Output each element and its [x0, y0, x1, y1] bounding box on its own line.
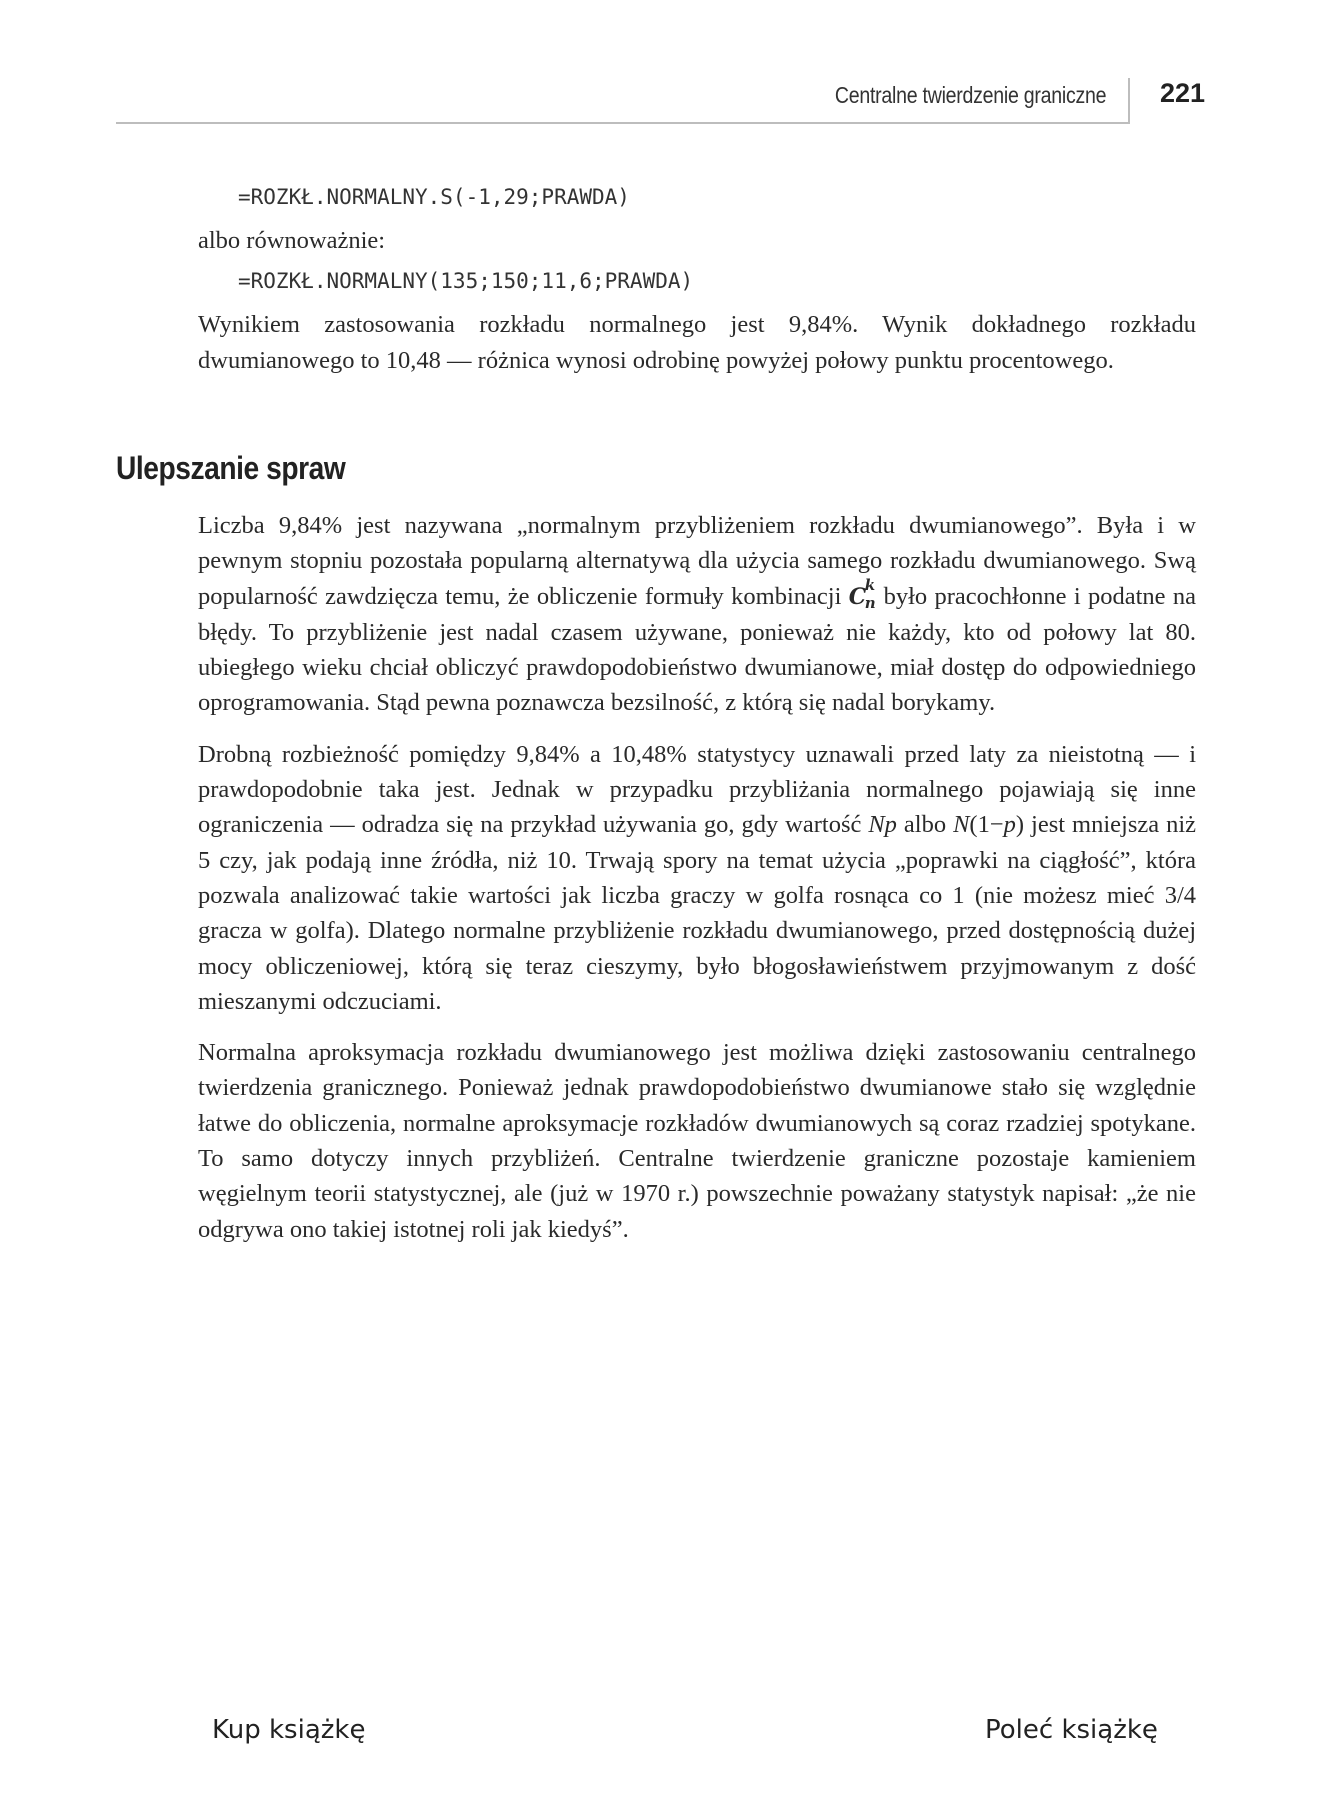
- chapter-title: Centralne twierdzenie graniczne: [834, 82, 1106, 108]
- paren-close: ): [1015, 811, 1025, 839]
- albo-word: albo: [903, 811, 947, 839]
- section-heading: Ulepszanie spraw: [116, 450, 346, 486]
- result-line-2: dwumianowego to 10,48 — różnica wynosi odrobinę powyżej połowy punktu procentowego.: [198, 347, 1114, 374]
- result-paragraph: [198, 307, 1196, 379]
- top-block: [198, 185, 1196, 379]
- n-symbol: N: [953, 811, 970, 839]
- p-symbol: p: [1003, 811, 1016, 839]
- running-header: [116, 68, 1206, 124]
- paragraph-1-text-b: było pracochłonne i podatne na błędy. To przybliżenie jest nadal czasem używane, ponieważ nie każdy, kto od połowy lat 80. ubiegłego wieku chciał obliczyć prawdopodobieństwo dwumianowe, miał dostęp do odpowiedniego oprogramowania. Stąd pewna poznawcza bezsilność, z którą się nadal borykamy.: [198, 582, 1197, 717]
- combination-formula: [848, 575, 877, 615]
- header-rule: [116, 122, 1128, 124]
- page-number: 221: [1160, 78, 1206, 108]
- paragraph-1-text-a: Liczba 9,84% jest nazywana „normalnym przybliżeniem rozkładu dwumianowego”. Była i w pewnym stopniu pozostała popularną alternatywą dla użycia samego rozkładu dwumianowego. Swą popularność zawdzięcza temu, że obliczenie formuły kombinacji: [198, 512, 1196, 610]
- formula-line-2: =ROZKŁ.NORMALNY(135;150;11,6;PRAWDA): [238, 269, 694, 293]
- recommend-book-link[interactable]: Poleć książkę: [985, 1715, 1158, 1745]
- combination-base: C: [848, 583, 867, 610]
- combination-subscript: n: [864, 593, 876, 612]
- formula-line-1: =ROZKŁ.NORMALNY.S(-1,29;PRAWDA): [238, 185, 630, 209]
- or-equivalently-text: albo równoważnie:: [198, 227, 386, 254]
- paragraph-3: Normalna aproksymacja rozkładu dwumianowego jest możliwa dzięki zastosowaniu centralnego twierdzenia granicznego. Ponieważ jednak prawdopodobieństwo dwumianowe stało się względnie łatwe do obliczenia, normalne aproksymacje rozkładów dwumianowych są coraz rzadziej spotykane. To samo dotyczy innych przybliżeń. Centralne twierdzenie graniczne pozostaje kamieniem węgielnym teorii statystycznej, ale (już w 1970 r.) powszechnie poważany statystyk napisał: „że nie odgrywa ono takiej istotnej roli jak kiedyś”.: [198, 1039, 1196, 1243]
- np-symbol: Np: [868, 811, 897, 839]
- paragraph-2-text-b: jest mniejsza niż 5 czy, jak podają inne źródła, niż 10. Trwają spory na temat użycia „poprawki na ciągłość”, która pozwala analizować takie wartości jak liczba graczy w golfa rosnąca co 1 (nie możesz mieć 3/4 gracza w golfa). Dlatego normalne przybliżenie rozkładu dwumianowego, przed dostępnością dużej mocy obliczeniowej, którą się teraz cieszymy, było błogosławieństwem przyjmowanym z dość mieszanymi odczuciami.: [198, 811, 1196, 1015]
- paren-open: (1−: [969, 811, 1004, 839]
- paragraph-2: [198, 737, 1196, 1019]
- header-divider: [1128, 78, 1130, 124]
- combination-superscript: k: [864, 575, 876, 594]
- section-body: [198, 508, 1196, 1263]
- paragraph-1: [198, 508, 1196, 721]
- result-line-1: Wynikiem zastosowania rozkładu normalnego jest 9,84%. Wynik dokładnego rozkładu: [198, 311, 1196, 338]
- paragraph-2-text-a: Drobną rozbieżność pomiędzy 9,84% a 10,48% statystycy uznawali przed laty za nieistotną — i prawdopodobnie taka jest. Jednak w przypadku przybliżania normalnego pojawiają się inne ograniczenia — odradza się na przykład używania go, gdy wartość: [198, 740, 1196, 839]
- buy-book-link[interactable]: Kup książkę: [212, 1715, 366, 1745]
